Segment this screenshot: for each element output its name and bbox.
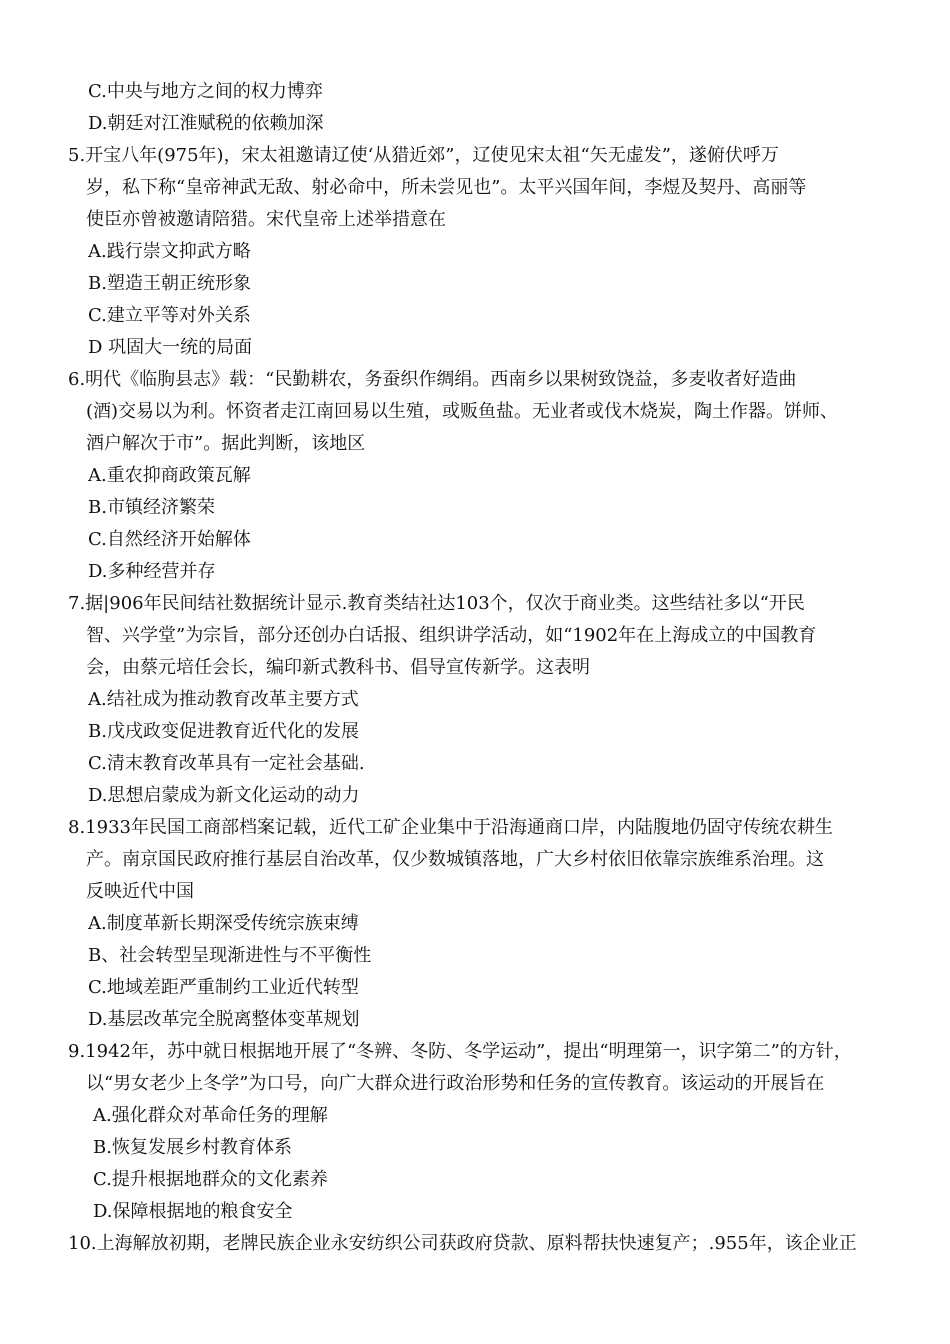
question-6-line-2: (酒)交易以为利。怀资者走江南回易以生殖，或贩鱼盐。无业者或伐木烧炭，陶土作器。饼师、 (86, 401, 839, 422)
question-5-option-a: A.践行崇文抑武方略 (88, 241, 251, 262)
option-d-prev: D.朝廷对江淮赋税的依赖加深 (88, 113, 324, 134)
question-7-line-1: 7.据|906年民间结社数据统计显示.教育类结社达103个，仅次于商业类。这些结社多以“开民 (68, 593, 805, 614)
question-9-line-1: 9.1942年，苏中就日根据地开展了“冬辨、冬防、冬学运动”，提出“明理第一，识字第二”的方针， (68, 1041, 852, 1062)
question-6-option-b: B.市镇经济繁荣 (88, 497, 215, 518)
question-8-line-1: 8.1933年民国工商部档案记载，近代工矿企业集中于沿海通商口岸，内陆腹地仍固守传统农耕生 (68, 817, 833, 838)
question-7-option-b: B.戊戌政变促进教育近代化的发展 (88, 721, 359, 742)
question-8-option-b: B、社会转型呈现渐进性与不平衡性 (88, 945, 372, 966)
question-7-option-a: A.结社成为推动教育改革主要方式 (88, 689, 359, 710)
question-9-option-d: D.保障根据地的粮食安全 (93, 1201, 293, 1222)
question-5-option-b: B.塑造王朝正统形象 (88, 273, 251, 294)
question-9-line-2: 以“男女老少上冬学”为口号，向广大群众进行政治形势和任务的宣传教育。该运动的开展旨在 (86, 1073, 825, 1094)
question-8-line-3: 反映近代中国 (86, 881, 194, 902)
option-c-prev: C.中央与地方之间的权力博弈 (88, 81, 323, 102)
question-7-line-3: 会，由蔡元培任会长，编印新式教科书、倡导宣传新学。这表明 (86, 657, 590, 678)
question-5-line-2: 岁，私下称“皇帝神武无敌、射必命中，所未尝见也”。太平兴国年间，李煜及契丹、高丽等 (86, 177, 807, 198)
question-8-line-2: 产。南京国民政府推行基层自治改革，仅少数城镇落地，广大乡村依旧依靠宗族维系治理。这 (86, 849, 824, 870)
question-7-line-2: 智、兴学堂”为宗旨，部分还创办白话报、组织讲学活动，如“1902年在上海成立的中国教育 (86, 625, 817, 646)
question-5-option-d: D 巩固大一统的局面 (88, 337, 253, 358)
question-9-option-a: A.强化群众对革命任务的理解 (93, 1105, 328, 1126)
question-8-option-d: D.基层改革完全脱离整体变革规划 (88, 1009, 360, 1030)
question-6-option-d: D.多种经营并存 (88, 561, 216, 582)
question-8-option-c: C.地域差距严重制约工业近代转型 (88, 977, 359, 998)
question-5-line-3: 使臣亦曾被邀请陪猎。宋代皇帝上述举措意在 (86, 209, 446, 230)
question-5-line-1: 5.开宝八年(975年)，宋太祖邀请辽使‘从猎近郊”，辽使见宋太祖“矢无虚发”，遂俯伏呼万 (68, 145, 779, 166)
question-7-option-c: C.清末教育改革具有一定社会基础. (88, 753, 365, 774)
question-9-option-b: B.恢复发展乡村教育体系 (93, 1137, 292, 1158)
question-7-option-d: D.思想启蒙成为新文化运动的动力 (88, 785, 360, 806)
question-10-line-1: 10.上海解放初期，老牌民族企业永安纺织公司获政府贷款、原料帮扶快速复产；.955年，该企业正 (68, 1233, 857, 1254)
question-8-option-a: A.制度革新长期深受传统宗族束缚 (88, 913, 359, 934)
question-9-option-c: C.提升根据地群众的文化素养 (93, 1169, 328, 1190)
question-5-option-c: C.建立平等对外关系 (88, 305, 251, 326)
question-6-option-a: A.重农抑商政策瓦解 (88, 465, 251, 486)
question-6-line-1: 6.明代《临朐县志》载：“民勤耕农，务蚕织作绸绢。西南乡以果树致饶益，多麦收者好造曲 (68, 369, 797, 390)
question-6-option-c: C.自然经济开始解体 (88, 529, 251, 550)
question-6-line-3: 酒户解次于市”。据此判断，该地区 (86, 433, 366, 454)
